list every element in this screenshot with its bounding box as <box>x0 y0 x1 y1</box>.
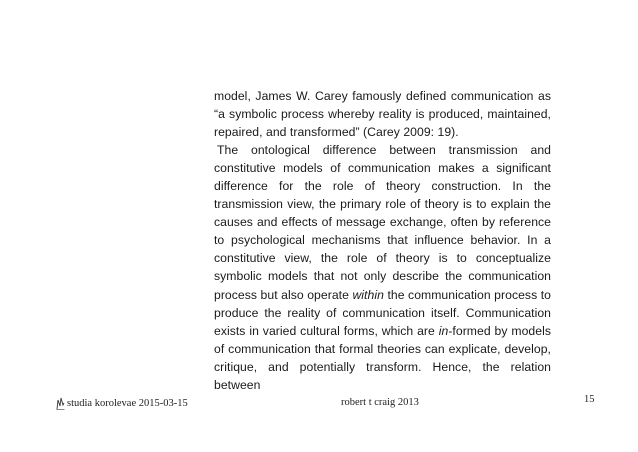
emphasis-in: in <box>438 323 449 338</box>
body-text <box>214 87 551 394</box>
emphasis-within: within <box>352 287 384 302</box>
footer-center: robert t craig 2013 <box>341 397 419 408</box>
paragraph-2-part-b: the communication process to produce the reality of communication itself. Communication exists in varied cultural forms, which are <box>214 287 551 338</box>
paragraph-2-part-a: The ontological difference between transmission and constitutive models of communication makes a significant difference for the role of theory construction. In the transmission view, the primary role of theory is to explain the causes and effects of message exchange, often by reference to psychological mechanisms that influence behavior. In a constitutive view, the role of theory is to conceptualize symbolic models that not only describe the communication process but also operate <box>214 143 551 302</box>
footer-left-text: studia korolevae 2015-03-15 <box>67 398 188 409</box>
scribble-logo-icon <box>56 397 65 410</box>
page-number: 15 <box>584 394 595 405</box>
paragraph-1: model, James W. Carey famously defined communication as “a symbolic process whereby reality is produced, maintained, repaired, and transformed” (Carey 2009: 19). <box>214 89 551 140</box>
footer-left <box>56 397 188 410</box>
paragraph-2 <box>214 141 551 394</box>
paragraph-2-part-c: -formed by models of communication that formal theories can explicate, develop, critique, and potentially transform. Hence, the relation between <box>214 323 551 392</box>
